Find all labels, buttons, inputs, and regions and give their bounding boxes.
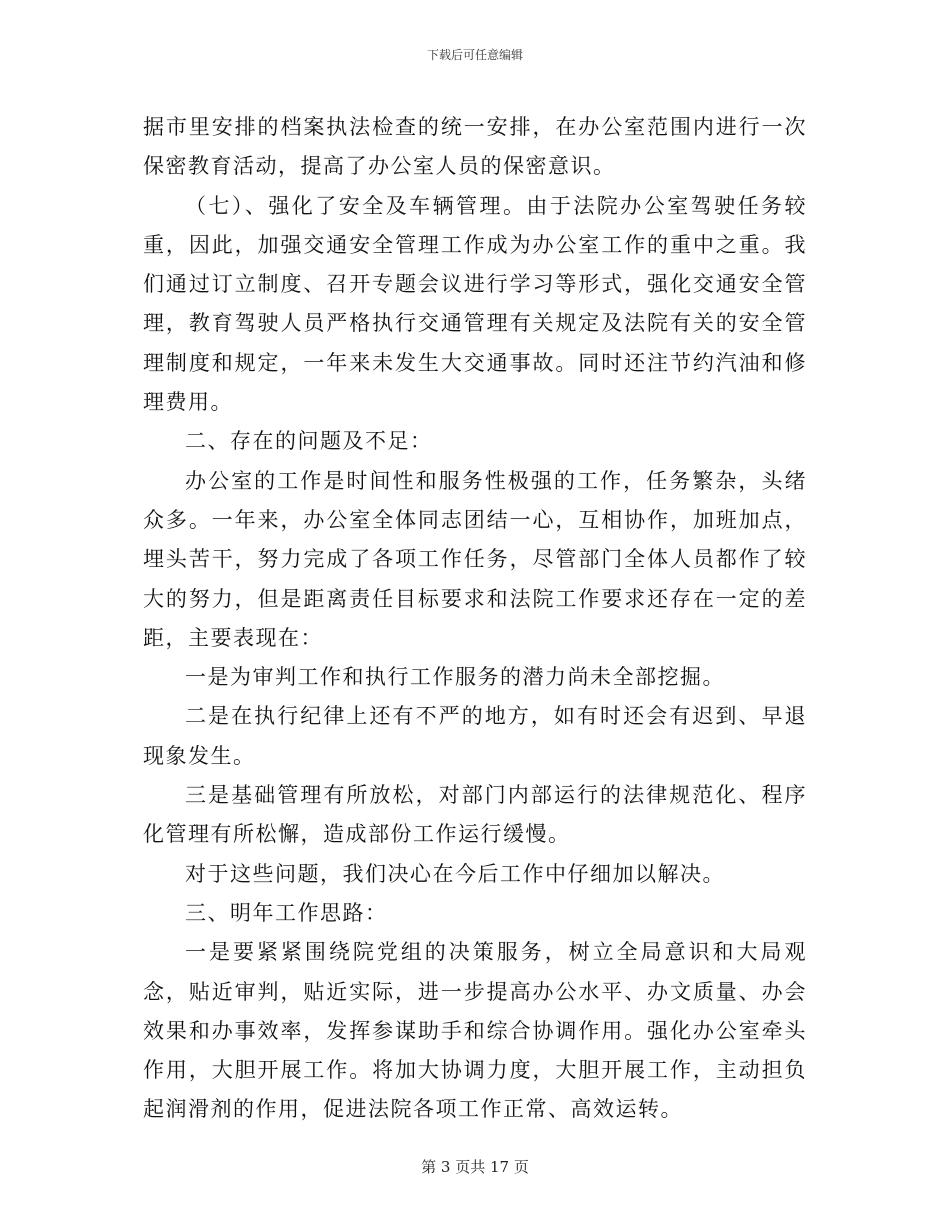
list-item: 一是为审判工作和执行工作服务的潜力尚未全部挖掘。 [185, 665, 725, 690]
paragraph: 一是要紧紧围绕院党组的决策服务，树立全局意识和大局观念，贴近审判，贴近实际，进一步提高办公水平、办文质量、办会效果和办事效率，发挥参谋助手和综合协调作用。强化办公室牵头作用，大胆开展工作。将加大协调力度，大胆开展工作，主动担负起润滑剂的作用，促进法院各项工作正常、高效运转。 [143, 940, 807, 1122]
document-body [143, 108, 807, 1130]
section-heading: 二、存在的问题及不足： [185, 429, 433, 454]
section-heading: 三、明年工作思路： [185, 900, 388, 925]
paragraph: （七）、强化了安全及车辆管理。由于法院办公室驾驶任务较重，因此，加强交通安全管理工作成为办公室工作的重中之重。我们通过订立制度、召开专题会议进行学习等形式，强化交通安全管理，教育驾驶人员严格执行交通管理有关规定及法院有关的安全管理制度和规定，一年来未发生大交通事故。同时还注节约汽油和修理费用。 [143, 193, 807, 415]
paragraph: 办公室的工作是时间性和服务性极强的工作，任务繁杂，头绪众多。一年来，办公室全体同志团结一心，互相协作，加班加点，埋头苦干，努力完成了各项工作任务，尽管部门全体人员都作了较大的努力，但是距离责任目标要求和法院工作要求还存在一定的差距，主要表现在： [143, 468, 807, 650]
page-header: 下载后可任意编辑 [426, 48, 523, 62]
paragraph: 据市里安排的档案执法检查的统一安排，在办公室范围内进行一次保密教育活动，提高了办公室人员的保密意识。 [143, 115, 807, 179]
paragraph: 对于这些问题，我们决心在今后工作中仔细加以解决。 [185, 861, 725, 886]
page-footer: 第 3 页共 17 页 [421, 1158, 529, 1176]
list-item: 二是在执行纪律上还有不严的地方，如有时还会有迟到、早退现象发生。 [143, 704, 807, 768]
list-item: 三是基础管理有所放松，对部门内部运行的法律规范化、程序化管理有所松懈，造成部份工作运行缓慢。 [143, 783, 807, 847]
